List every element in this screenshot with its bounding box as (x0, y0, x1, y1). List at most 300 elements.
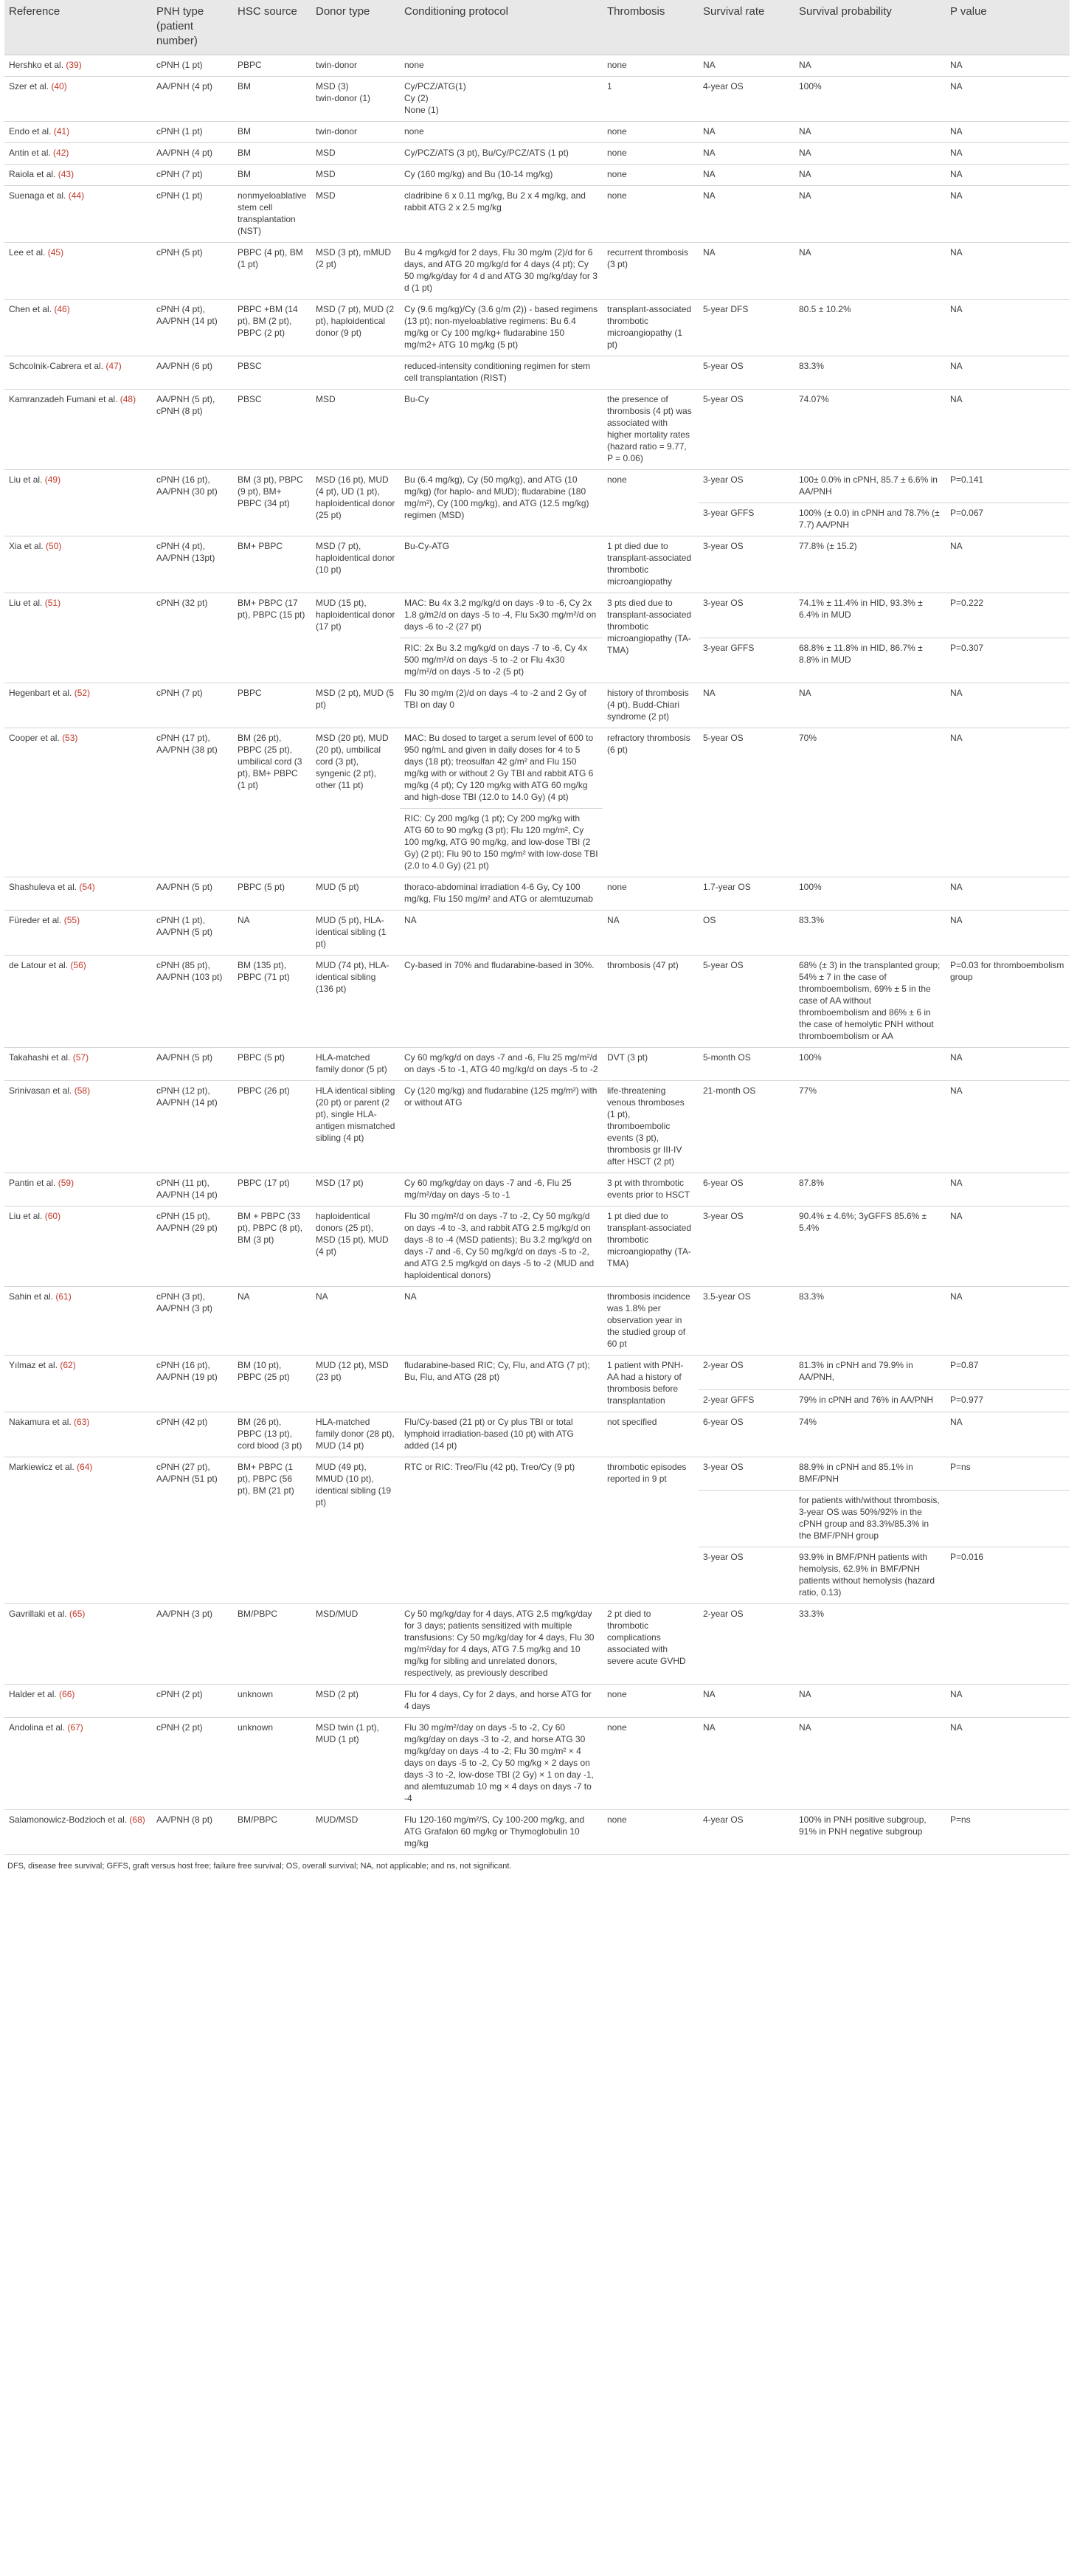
reference-cell (4, 122, 152, 143)
survival-probability-cell: 74% (794, 1412, 946, 1457)
donor-type-cell: MSD/MUD (311, 1604, 400, 1685)
conditioning-protocol-cell: Cy 50 mg/kg/day for 4 days, ATG 2.5 mg/kg/day for 3 days; patients sensitized with multiple transfusions: Cy 50 mg/kg/day for 4 days, Flu 30 mg/m²/day for 4 days, ATG 7.5 mg/kg and 10 mg/kg for sibling and unrelated donors, respectively, as previously described (400, 1604, 603, 1685)
donor-type-cell: twin-donor (311, 122, 400, 143)
conditioning-protocol-cell: none (400, 122, 603, 143)
transplant-outcomes-table (4, 0, 1070, 1855)
thrombosis-cell: none (603, 143, 699, 165)
conditioning-protocol-cell: Flu 120-160 mg/m²/S, Cy 100-200 mg/kg, and ATG Grafalon 60 mg/kg or Thymoglobulin 10 mg/kg (400, 1810, 603, 1855)
donor-type-cell: MUD (5 pt) (311, 877, 400, 911)
reference-author: Sahin et al. (9, 1291, 54, 1302)
reference-author: Pantin et al. (9, 1178, 56, 1188)
pnh-type-cell: cPNH (11 pt), AA/PNH (14 pt) (152, 1173, 233, 1206)
survival-rate-cell: 3-year GFFS (699, 638, 794, 683)
hsc-source-cell: nonmyeloablative stem cell transplantation (NST) (233, 186, 311, 243)
reference-cell (4, 470, 152, 536)
survival-rate-cell: NA (699, 1718, 794, 1810)
survival-rate-cell: 3-year OS (699, 1206, 794, 1287)
reference-author: Salamonowicz-Bodzioch et al. (9, 1814, 128, 1825)
citation-link[interactable]: (67) (67, 1722, 83, 1733)
citation-link[interactable]: (39) (66, 60, 82, 70)
citation-link[interactable]: (50) (46, 541, 62, 551)
survival-rate-cell (699, 1491, 794, 1547)
p-value-cell: P=0.03 for thromboembolism group (946, 956, 1070, 1048)
reference-cell (4, 77, 152, 122)
hsc-source-cell: BM/PBPC (233, 1810, 311, 1855)
pnh-type-cell: AA/PNH (4 pt) (152, 77, 233, 122)
hsc-source-cell: PBPC (26 pt) (233, 1081, 311, 1173)
pnh-type-cell: cPNH (1 pt) (152, 122, 233, 143)
citation-link[interactable]: (63) (74, 1417, 90, 1427)
pnh-type-cell: cPNH (2 pt) (152, 1685, 233, 1718)
pnh-type-cell: AA/PNH (4 pt) (152, 143, 233, 165)
survival-probability-cell: 100± 0.0% in cPNH, 85.7 ± 6.6% in AA/PNH (794, 470, 946, 503)
thrombosis-cell: none (603, 122, 699, 143)
citation-link[interactable]: (59) (58, 1178, 75, 1188)
thrombosis-cell: none (603, 1685, 699, 1718)
citation-link[interactable]: (55) (63, 915, 80, 925)
pnh-type-cell: cPNH (3 pt), AA/PNH (3 pt) (152, 1287, 233, 1356)
p-value-cell: P=0.87 (946, 1356, 1070, 1390)
column-header: HSC source (233, 0, 311, 55)
reference-author: Raiola et al. (9, 169, 56, 179)
reference-author: Szer et al. (9, 81, 49, 91)
conditioning-protocol-cell: Cy 60 mg/kg/day on days -7 and -6, Flu 25 mg/m²/day on days -5 to -1 (400, 1173, 603, 1206)
survival-rate-cell: NA (699, 186, 794, 243)
conditioning-protocol-cell: Bu (6.4 mg/kg), Cy (50 mg/kg), and ATG (10 mg/kg) (for haplo- and MUD); fludarabine (180 mg/m²), Cy (100 mg/kg), and ATG (12.5 mg/kg) regimen (MSD) (400, 470, 603, 536)
survival-rate-cell: 5-year OS (699, 356, 794, 390)
donor-type-cell: MSD (311, 165, 400, 186)
survival-probability-cell: 90.4% ± 4.6%; 3yGFFS 85.6% ± 5.4% (794, 1206, 946, 1287)
reference-author: Yılmaz et al. (9, 1360, 58, 1370)
hsc-source-cell: BM+ PBPC (233, 536, 311, 593)
survival-probability-cell: NA (794, 1718, 946, 1810)
reference-author: Andolina et al. (9, 1722, 66, 1733)
p-value-cell: NA (946, 143, 1070, 165)
donor-type-cell: MSD (17 pt) (311, 1173, 400, 1206)
donor-type-cell (311, 356, 400, 390)
reference-cell (4, 1718, 152, 1810)
table-row (4, 536, 1070, 593)
p-value-cell: NA (946, 390, 1070, 470)
table-row (4, 1356, 1070, 1390)
donor-type-cell: MSD twin (1 pt), MUD (1 pt) (311, 1718, 400, 1810)
reference-cell (4, 55, 152, 77)
reference-author: Chen et al. (9, 304, 52, 314)
thrombosis-cell: none (603, 186, 699, 243)
table-row (4, 1206, 1070, 1287)
survival-probability-cell: 70% (794, 728, 946, 877)
reference-author: Antin et al. (9, 148, 51, 158)
thrombosis-cell: refractory thrombosis (6 pt) (603, 728, 699, 877)
reference-author: Cooper et al. (9, 733, 60, 743)
table-body (4, 55, 1070, 1855)
conditioning-protocol-cell: Flu for 4 days, Cy for 2 days, and horse ATG for 4 days (400, 1685, 603, 1718)
hsc-source-cell: PBPC (233, 683, 311, 728)
survival-probability-cell: NA (794, 55, 946, 77)
survival-probability-cell: 74.07% (794, 390, 946, 470)
hsc-source-cell: PBPC +BM (14 pt), BM (2 pt), PBPC (2 pt) (233, 300, 311, 356)
reference-author: Kamranzadeh Fumani et al. (9, 394, 118, 404)
citation-link[interactable]: (52) (74, 688, 91, 698)
hsc-source-cell: NA (233, 911, 311, 956)
reference-cell (4, 243, 152, 300)
pnh-type-cell: cPNH (2 pt) (152, 1718, 233, 1810)
reference-cell (4, 877, 152, 911)
conditioning-protocol-cell: reduced-intensity conditioning regimen for stem cell transplantation (RIST) (400, 356, 603, 390)
reference-author: Srinivasan et al. (9, 1085, 72, 1096)
citation-link[interactable]: (49) (44, 474, 61, 485)
survival-probability-cell: 77.8% (± 15.2) (794, 536, 946, 593)
p-value-cell: NA (946, 55, 1070, 77)
conditioning-protocol-cell: Flu 30 mg/m²/d on days -7 to -2, Cy 50 mg/kg/d on days -4 to -3, and rabbit ATG 2.5 mg/kg/d on days -8 to -4 (MSD patients); Bu 3.2 mg/kg/d on days -7 and -6, Cy 50 mg/kg/d on days -5 to -2, and ATG 2.5 mg/kg/d on days -5 to -2 (MUD and haploidentical donors) (400, 1206, 603, 1287)
hsc-source-cell: BM (233, 143, 311, 165)
thrombosis-cell: 3 pt with thrombotic events prior to HSCT (603, 1173, 699, 1206)
table-row (4, 1810, 1070, 1855)
donor-type-cell: MUD (74 pt), HLA-identical sibling (136 pt) (311, 956, 400, 1048)
citation-link[interactable]: (40) (51, 81, 67, 91)
survival-rate-cell: 3-year GFFS (699, 503, 794, 536)
conditioning-protocol-cell: RIC: 2x Bu 3.2 mg/kg/d on days -7 to -6, Cy 4x 500 mg/m²/d on days -5 to -2 or Flu 4x30 mg/m²/d on days -5 to -2 (5 pt) (400, 638, 603, 683)
column-header: Reference (4, 0, 152, 55)
citation-link[interactable]: (48) (120, 394, 136, 404)
conditioning-protocol-cell: MAC: Bu 4x 3.2 mg/kg/d on days -9 to -6, Cy 2x 1.8 g/m2/d on days -5 to -4, Flu 5x30 mg/m²/d on days -6 to -2 (27 pt) (400, 593, 603, 638)
p-value-cell: NA (946, 77, 1070, 122)
thrombosis-cell: none (603, 55, 699, 77)
survival-probability-cell: NA (794, 683, 946, 728)
survival-probability-cell: NA (794, 165, 946, 186)
table-row (4, 55, 1070, 77)
citation-link[interactable]: (60) (44, 1211, 61, 1221)
conditioning-protocol-cell: thoraco-abdominal irradiation 4-6 Gy, Cy 100 mg/kg, Flu 150 mg/m² and ATG or alemtuzumab (400, 877, 603, 911)
survival-probability-cell: 100% (± 0.0) in cPNH and 78.7% (± 7.7) AA/PNH (794, 503, 946, 536)
reference-cell (4, 1287, 152, 1356)
conditioning-protocol-cell: Cy (9.6 mg/kg)/Cy (3.6 g/m (2)) - based regimens (13 pt); non-myeloablative regimens: Bu 6.4 mg/kg or Cy 100 mg/kg+ fludarabine 150 mg/m2+ ATG 10 mg/kg (5 pt) (400, 300, 603, 356)
citation-link[interactable]: (66) (59, 1689, 75, 1699)
citation-link[interactable]: (68) (129, 1814, 145, 1825)
table-row (4, 1081, 1070, 1173)
hsc-source-cell: PBSC (233, 390, 311, 470)
p-value-cell: NA (946, 300, 1070, 356)
pnh-type-cell: AA/PNH (6 pt) (152, 356, 233, 390)
hsc-source-cell: BM (233, 122, 311, 143)
reference-cell (4, 1412, 152, 1457)
table-row (4, 956, 1070, 1048)
pnh-type-cell: cPNH (42 pt) (152, 1412, 233, 1457)
hsc-source-cell: NA (233, 1287, 311, 1356)
p-value-cell: NA (946, 683, 1070, 728)
p-value-cell: NA (946, 911, 1070, 956)
column-header: Survival probability (794, 0, 946, 55)
reference-cell (4, 300, 152, 356)
conditioning-protocol-cell: Cy-based in 70% and fludarabine-based in 30%. (400, 956, 603, 1048)
table-row (4, 911, 1070, 956)
conditioning-protocol-cell: Flu 30 mg/m²/day on days -5 to -2, Cy 60 mg/kg/day on days -3 to -2, and horse ATG 30 mg/kg/day on days -4 to -2; Flu 30 mg/m² × 4 days on days -5 to -2, Cy 50 mg/kg × 2 days on days -3 to -2, low-dose TBI (2 Gy) × 1 on day -1, and alemtuzumab 10 mg × 4 days on days -7 to -4 (400, 1718, 603, 1810)
column-header: Conditioning protocol (400, 0, 603, 55)
thrombosis-cell: none (603, 165, 699, 186)
reference-author: Shashuleva et al. (9, 882, 77, 892)
reference-cell (4, 1048, 152, 1081)
citation-link[interactable]: (58) (74, 1085, 91, 1096)
citation-link[interactable]: (51) (44, 598, 61, 608)
reference-author: Füreder et al. (9, 915, 62, 925)
survival-probability-cell: 33.3% (794, 1604, 946, 1685)
reference-cell (4, 1356, 152, 1412)
pnh-type-cell: AA/PNH (5 pt), cPNH (8 pt) (152, 390, 233, 470)
column-header: Survival rate (699, 0, 794, 55)
p-value-cell: NA (946, 186, 1070, 243)
survival-probability-cell: 83.3% (794, 1287, 946, 1356)
thrombosis-cell: transplant-associated thrombotic microangiopathy (1 pt) (603, 300, 699, 356)
donor-type-cell: MUD/MSD (311, 1810, 400, 1855)
p-value-cell: NA (946, 1048, 1070, 1081)
p-value-cell: P=0.222 (946, 593, 1070, 638)
donor-type-cell: MSD (311, 390, 400, 470)
hsc-source-cell: BM (135 pt), PBPC (71 pt) (233, 956, 311, 1048)
pnh-type-cell: AA/PNH (8 pt) (152, 1810, 233, 1855)
pnh-type-cell: cPNH (7 pt) (152, 165, 233, 186)
survival-probability-cell: 74.1% ± 11.4% in HID, 93.3% ± 6.4% in MUD (794, 593, 946, 638)
table-row (4, 593, 1070, 638)
hsc-source-cell: PBPC (17 pt) (233, 1173, 311, 1206)
citation-link[interactable]: (42) (53, 148, 69, 158)
table-row (4, 1718, 1070, 1810)
p-value-cell: NA (946, 1081, 1070, 1173)
survival-rate-cell: 4-year OS (699, 77, 794, 122)
survival-probability-cell: 68% (± 3) in the transplanted group; 54% ± 7 in the case of thromboembolism, 69% ± 5 in the case of AA without thromboembolism and 86% ± 6 in the case of hemolytic PNH without thromboembolism or AA (794, 956, 946, 1048)
thrombosis-cell: 1 pt died due to transplant-associated thrombotic microangiopathy (TA-TMA) (603, 1206, 699, 1287)
donor-type-cell: MSD (7 pt), haploidentical donor (10 pt) (311, 536, 400, 593)
hsc-source-cell: PBSC (233, 356, 311, 390)
citation-link[interactable]: (44) (68, 190, 85, 201)
citation-link[interactable]: (61) (55, 1291, 72, 1302)
donor-type-cell: MSD (16 pt), MUD (4 pt), UD (1 pt), haploidentical donor (25 pt) (311, 470, 400, 536)
table-row (4, 470, 1070, 503)
reference-cell (4, 186, 152, 243)
table-row (4, 1287, 1070, 1356)
reference-author: Nakamura et al. (9, 1417, 72, 1427)
thrombosis-cell: history of thrombosis (4 pt), Budd-Chiari syndrome (2 pt) (603, 683, 699, 728)
table-row (4, 243, 1070, 300)
survival-probability-cell: 68.8% ± 11.8% in HID, 86.7% ± 8.8% in MUD (794, 638, 946, 683)
survival-probability-cell: 100% (794, 877, 946, 911)
reference-author: Xia et al. (9, 541, 44, 551)
citation-link[interactable]: (62) (60, 1360, 76, 1370)
thrombosis-cell: thrombosis incidence was 1.8% per observation year in the studied group of 60 pt (603, 1287, 699, 1356)
donor-type-cell: haploidentical donors (25 pt), MSD (15 pt), MUD (4 pt) (311, 1206, 400, 1287)
reference-cell (4, 1810, 152, 1855)
pnh-type-cell: cPNH (5 pt) (152, 243, 233, 300)
p-value-cell: P=ns (946, 1810, 1070, 1855)
survival-rate-cell: 3-year OS (699, 536, 794, 593)
pnh-type-cell: cPNH (32 pt) (152, 593, 233, 683)
reference-cell (4, 593, 152, 683)
survival-probability-cell: NA (794, 143, 946, 165)
table-row (4, 122, 1070, 143)
citation-link[interactable]: (54) (79, 882, 95, 892)
donor-type-cell: MSD (2 pt) (311, 1685, 400, 1718)
survival-rate-cell: NA (699, 143, 794, 165)
citation-link[interactable]: (56) (70, 960, 86, 970)
conditioning-protocol-cell: none (400, 55, 603, 77)
citation-link[interactable]: (46) (54, 304, 70, 314)
pnh-type-cell: cPNH (4 pt), AA/PNH (13pt) (152, 536, 233, 593)
p-value-cell (946, 1491, 1070, 1547)
donor-type-cell: HLA-matched family donor (28 pt), MUD (14 pt) (311, 1412, 400, 1457)
reference-cell (4, 1604, 152, 1685)
conditioning-protocol-cell: Cy (120 mg/kg) and fludarabine (125 mg/m²) with or without ATG (400, 1081, 603, 1173)
table-row (4, 1173, 1070, 1206)
survival-probability-cell: 83.3% (794, 356, 946, 390)
survival-probability-cell: 79% in cPNH and 76% in AA/PNH (794, 1389, 946, 1412)
conditioning-protocol-cell: NA (400, 1287, 603, 1356)
pnh-type-cell: cPNH (1 pt) (152, 186, 233, 243)
table-row (4, 1685, 1070, 1718)
reference-cell (4, 1173, 152, 1206)
survival-probability-cell: 88.9% in cPNH and 85.1% in BMF/PNH (794, 1457, 946, 1491)
citation-link[interactable]: (64) (77, 1462, 93, 1472)
pnh-type-cell: AA/PNH (3 pt) (152, 1604, 233, 1685)
reference-author: Takahashi et al. (9, 1052, 71, 1063)
citation-link[interactable]: (45) (47, 247, 64, 258)
reference-author: Suenaga et al. (9, 190, 66, 201)
thrombosis-cell: none (603, 1718, 699, 1810)
reference-cell (4, 911, 152, 956)
table-row (4, 728, 1070, 809)
thrombosis-cell: thrombosis (47 pt) (603, 956, 699, 1048)
table-row (4, 77, 1070, 122)
table-row (4, 1412, 1070, 1457)
p-value-cell: NA (946, 1287, 1070, 1356)
table-row (4, 143, 1070, 165)
citation-link[interactable]: (43) (58, 169, 75, 179)
p-value-cell: NA (946, 1173, 1070, 1206)
survival-probability-cell: NA (794, 1685, 946, 1718)
conditioning-protocol-cell: Bu-Cy-ATG (400, 536, 603, 593)
table-row (4, 683, 1070, 728)
donor-type-cell: MSD (2 pt), MUD (5 pt) (311, 683, 400, 728)
hsc-source-cell: BM (26 pt), PBPC (25 pt), umbilical cord (3 pt), BM+ PBPC (1 pt) (233, 728, 311, 877)
reference-cell (4, 356, 152, 390)
p-value-cell: NA (946, 536, 1070, 593)
reference-author: Hershko et al. (9, 60, 64, 70)
pnh-type-cell: cPNH (15 pt), AA/PNH (29 pt) (152, 1206, 233, 1287)
conditioning-protocol-cell: Flu/Cy-based (21 pt) or Cy plus TBI or total lymphoid irradiation-based (10 pt) with ATG added (14 pt) (400, 1412, 603, 1457)
hsc-source-cell: BM (10 pt), PBPC (25 pt) (233, 1356, 311, 1412)
conditioning-protocol-cell: NA (400, 911, 603, 956)
survival-rate-cell: 5-month OS (699, 1048, 794, 1081)
hsc-source-cell: unknown (233, 1685, 311, 1718)
p-value-cell: NA (946, 1412, 1070, 1457)
p-value-cell: NA (946, 877, 1070, 911)
donor-type-cell: MUD (5 pt), HLA-identical sibling (1 pt) (311, 911, 400, 956)
conditioning-protocol-cell: Cy/PCZ/ATS (3 pt), Bu/Cy/PCZ/ATS (1 pt) (400, 143, 603, 165)
citation-link[interactable]: (41) (53, 126, 70, 137)
donor-type-cell: MSD (311, 143, 400, 165)
conditioning-protocol-cell: Bu 4 mg/kg/d for 2 days, Flu 30 mg/m (2)/d for 6 days, and ATG 20 mg/kg/d for 4 days (4 pt); Cy 50 mg/kg/day for 4 d and ATG 30 mg/kg/day for 3 d (1 pt) (400, 243, 603, 300)
column-header: Donor type (311, 0, 400, 55)
p-value-cell: NA (946, 1718, 1070, 1810)
donor-type-cell: NA (311, 1287, 400, 1356)
hsc-source-cell: unknown (233, 1718, 311, 1810)
thrombosis-cell: none (603, 470, 699, 536)
survival-probability-cell: NA (794, 186, 946, 243)
reference-author: de Latour et al. (9, 960, 69, 970)
survival-probability-cell: for patients with/without thrombosis, 3-year OS was 50%/92% in the cPNH group and 83.3%/85.3% in the BMF/PNH group (794, 1491, 946, 1547)
hsc-source-cell: BM (26 pt), PBPC (13 pt), cord blood (3 pt) (233, 1412, 311, 1457)
survival-probability-cell: NA (794, 122, 946, 143)
donor-type-cell: MUD (49 pt), MMUD (10 pt), identical sibling (19 pt) (311, 1457, 400, 1604)
thrombosis-cell: 3 pts died due to transplant-associated thrombotic microangiopathy (TA-TMA) (603, 593, 699, 683)
hsc-source-cell: PBPC (5 pt) (233, 1048, 311, 1081)
reference-cell (4, 165, 152, 186)
hsc-source-cell: PBPC (233, 55, 311, 77)
table-footnote: DFS, disease free survival; GFFS, graft versus host free; failure free survival; OS, overall survival; NA, not applicable; and ns, not significant. (7, 1862, 512, 1871)
reference-cell (4, 1206, 152, 1287)
survival-rate-cell: 5-year DFS (699, 300, 794, 356)
survival-rate-cell: NA (699, 1685, 794, 1718)
reference-author: Lee et al. (9, 247, 46, 258)
p-value-cell: NA (946, 122, 1070, 143)
table-row (4, 165, 1070, 186)
citation-link[interactable]: (53) (62, 733, 78, 743)
column-header: PNH type (patient number) (152, 0, 233, 55)
p-value-cell: P=ns (946, 1457, 1070, 1491)
p-value-cell: P=0.016 (946, 1547, 1070, 1604)
conditioning-protocol-cell: Cy/PCZ/ATG(1) Cy (2) None (1) (400, 77, 603, 122)
survival-probability-cell: 93.9% in BMF/PNH patients with hemolysis, 62.9% in BMF/PNH patients without hemolysis (hazard ratio, 0.13) (794, 1547, 946, 1604)
survival-probability-cell: NA (794, 243, 946, 300)
pnh-type-cell: cPNH (1 pt) (152, 55, 233, 77)
p-value-cell: P=0.141 (946, 470, 1070, 503)
table-row (4, 356, 1070, 390)
pnh-type-cell: cPNH (4 pt), AA/PNH (14 pt) (152, 300, 233, 356)
donor-type-cell: MSD (20 pt), MUD (20 pt), umbilical cord (3 pt), syngenic (2 pt), other (11 pt) (311, 728, 400, 877)
pnh-type-cell: AA/PNH (5 pt) (152, 877, 233, 911)
survival-rate-cell: 5-year OS (699, 390, 794, 470)
thrombosis-cell: 1 patient with PNH-AA had a history of thrombosis before transplantation (603, 1356, 699, 1412)
thrombosis-cell: not specified (603, 1412, 699, 1457)
p-value-cell (946, 1604, 1070, 1685)
conditioning-protocol-cell: Bu-Cy (400, 390, 603, 470)
survival-rate-cell: 3-year OS (699, 1547, 794, 1604)
pnh-type-cell: cPNH (17 pt), AA/PNH (38 pt) (152, 728, 233, 877)
survival-probability-cell: 100% (794, 1048, 946, 1081)
donor-type-cell: MUD (12 pt), MSD (23 pt) (311, 1356, 400, 1412)
pnh-type-cell: cPNH (85 pt), AA/PNH (103 pt) (152, 956, 233, 1048)
citation-link[interactable]: (47) (105, 361, 122, 371)
conditioning-protocol-cell: Flu 30 mg/m (2)/d on days -4 to -2 and 2 Gy of TBI on day 0 (400, 683, 603, 728)
column-header: Thrombosis (603, 0, 699, 55)
survival-probability-cell: 81.3% in cPNH and 79.9% in AA/PNH, (794, 1356, 946, 1390)
donor-type-cell: MSD (311, 186, 400, 243)
hsc-source-cell: BM/PBPC (233, 1604, 311, 1685)
survival-rate-cell: 5-year OS (699, 956, 794, 1048)
reference-cell (4, 728, 152, 877)
p-value-cell: P=0.307 (946, 638, 1070, 683)
reference-cell (4, 1081, 152, 1173)
p-value-cell: NA (946, 243, 1070, 300)
citation-link[interactable]: (65) (69, 1609, 86, 1619)
p-value-cell: P=0.977 (946, 1389, 1070, 1412)
donor-type-cell: MSD (7 pt), MUD (2 pt), haploidentical donor (9 pt) (311, 300, 400, 356)
survival-rate-cell: 3-year OS (699, 470, 794, 503)
hsc-source-cell: BM+ PBPC (17 pt), PBPC (15 pt) (233, 593, 311, 683)
survival-rate-cell: 3-year OS (699, 593, 794, 638)
citation-link[interactable]: (57) (72, 1052, 89, 1063)
pnh-type-cell: cPNH (16 pt), AA/PNH (19 pt) (152, 1356, 233, 1412)
thrombosis-cell: recurrent thrombosis (3 pt) (603, 243, 699, 300)
reference-author: Liu et al. (9, 1211, 43, 1221)
